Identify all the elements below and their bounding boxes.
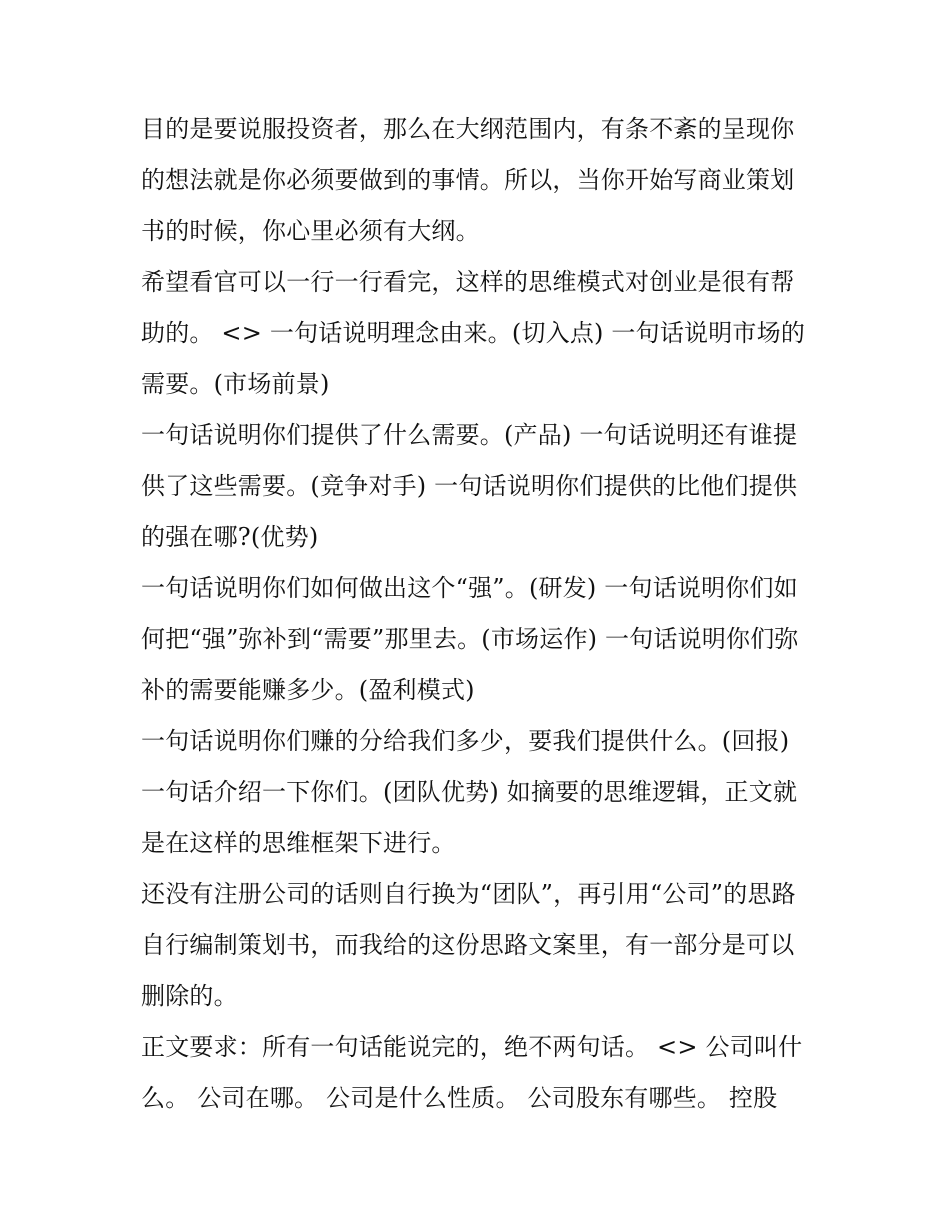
- paragraph: [141, 1022, 813, 1124]
- text-line: 目的是要说服投资者，那么在大纲范围内，有条不紊的呈现你: [141, 115, 795, 143]
- text-line: 补的需要能赚多少。(盈利模式): [141, 676, 475, 704]
- text-line: 正文要求：所有一句话能说完的，绝不两句话。 <> 公司叫什: [141, 1033, 803, 1061]
- paragraph: [141, 257, 813, 410]
- text-line: 书的时候，你心里必须有大纲。: [141, 217, 480, 245]
- paragraph: [141, 869, 813, 1022]
- paragraph: [141, 563, 813, 716]
- text-line: 的强在哪?(优势): [141, 523, 319, 551]
- text-line: 供了这些需要。(竞争对手) 一句话说明你们提供的比他们提供: [141, 472, 798, 500]
- text-line: 何把“强”弥补到“需要”那里去。(市场运作) 一句话说明你们弥: [141, 625, 799, 653]
- document-body: [141, 104, 813, 1124]
- text-line: 希望看官可以一行一行看完，这样的思维模式对创业是很有帮: [141, 268, 795, 296]
- text-line: 一句话说明你们提供了什么需要。(产品) 一句话说明还有谁提: [141, 421, 798, 449]
- text-line: 么。 公司在哪。 公司是什么性质。 公司股东有哪些。 控股: [141, 1084, 778, 1112]
- text-line: 需要。(市场前景): [141, 370, 330, 398]
- text-line: 删除的。: [141, 982, 238, 1010]
- text-line: 助的。 <> 一句话说明理念由来。(切入点) 一句话说明市场的: [141, 319, 806, 347]
- text-line: 的想法就是你必须要做到的事情。所以，当你开始写商业策划: [141, 166, 795, 194]
- paragraph: [141, 410, 813, 563]
- text-line: 一句话说明你们如何做出这个“强”。(研发) 一句话说明你们如: [141, 574, 798, 602]
- text-line: 还没有注册公司的话则自行换为“团队”，再引用“公司”的思路: [141, 880, 796, 908]
- text-line: 一句话说明你们赚的分给我们多少，要我们提供什么。(回报): [141, 727, 790, 755]
- text-line: 是在这样的思维框架下进行。: [141, 829, 456, 857]
- text-line: 自行编制策划书，而我给的这份思路文案里，有一部分是可以: [141, 931, 795, 959]
- paragraph: [141, 104, 813, 257]
- paragraph: [141, 716, 813, 869]
- text-line: 一句话介绍一下你们。(团队优势) 如摘要的思维逻辑，正文就: [141, 778, 798, 806]
